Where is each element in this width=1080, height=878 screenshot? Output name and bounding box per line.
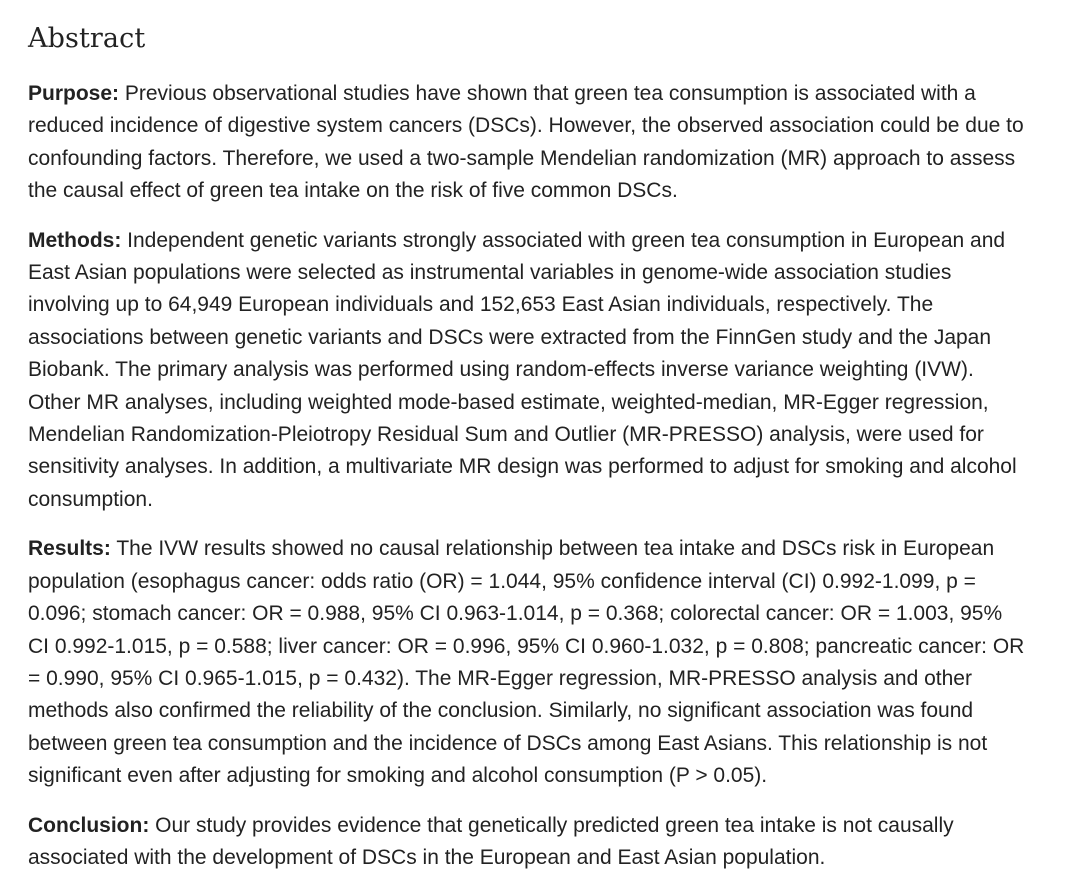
abstract-heading: Abstract xyxy=(28,23,146,54)
results-paragraph xyxy=(28,533,1028,792)
purpose-label: Purpose: xyxy=(28,82,120,105)
results-text: The IVW results showed no causal relationship between tea intake and DSCs risk in European population (esophagus cancer: odds ratio (OR) = 1.044, 95% confidence interval (CI) 0.992-1.099, p = 0.096; stomach cancer: OR = 0.988, 95% CI 0.963-1.014, p = 0.368; colorectal cancer: OR = 1.003, 95% CI 0.992-1.015, p = 0.588; liver cancer: OR = 0.996, 95% CI 0.960-1.032, p = 0.808; pancreatic cancer: OR = 0.990, 95% CI 0.965-1.015, p = 0.432). The MR-Egger regression, MR-PRESSO analysis and other methods also confirmed the reliability of the conclusion. Similarly, no significant association was found between green tea consumption and the incidence of DSCs among East Asians. This relationship is not significant even after adjusting for smoking and alcohol consumption (P > 0.05). xyxy=(28,537,1025,788)
methods-paragraph xyxy=(28,225,1028,517)
results-label: Results: xyxy=(28,537,111,561)
conclusion-label: Conclusion: xyxy=(28,813,150,837)
purpose-text: Previous observational studies have shown that green tea consumption is associated with a reduced incidence of digestive system cancers (DSCs). However, the observed association could be due to confounding factors. Therefore, we used a two-sample Mendelian randomization (MR) approach to assess the causal effect of green tea intake on the risk of five common DSCs. xyxy=(28,82,1024,203)
conclusion-paragraph xyxy=(28,810,1028,875)
abstract-block xyxy=(28,0,1028,874)
purpose-paragraph xyxy=(28,78,1028,208)
conclusion-text: Our study provides evidence that genetically predicted green tea intake is not causally associated with the development of DSCs in the European and East Asian population. xyxy=(28,813,954,869)
methods-label: Methods: xyxy=(28,228,122,252)
methods-text: Independent genetic variants strongly associated with green tea consumption in European and East Asian populations were selected as instrumental variables in genome-wide association studies involving up to 64,949 European individuals and 152,653 East Asian individuals, respectively. The associations between genetic variants and DSCs were extracted from the FinnGen study and the Japan Biobank. The primary analysis was performed using random-effects inverse variance weighting (IVW). Other MR analyses, including weighted mode-based estimate, weighted-median, MR-Egger regression, Mendelian Randomization-Pleiotropy Residual Sum and Outlier (MR-PRESSO) analysis, were used for sensitivity analyses. In addition, a multivariate MR design was performed to adjust for smoking and alcohol consumption. xyxy=(28,228,1017,511)
